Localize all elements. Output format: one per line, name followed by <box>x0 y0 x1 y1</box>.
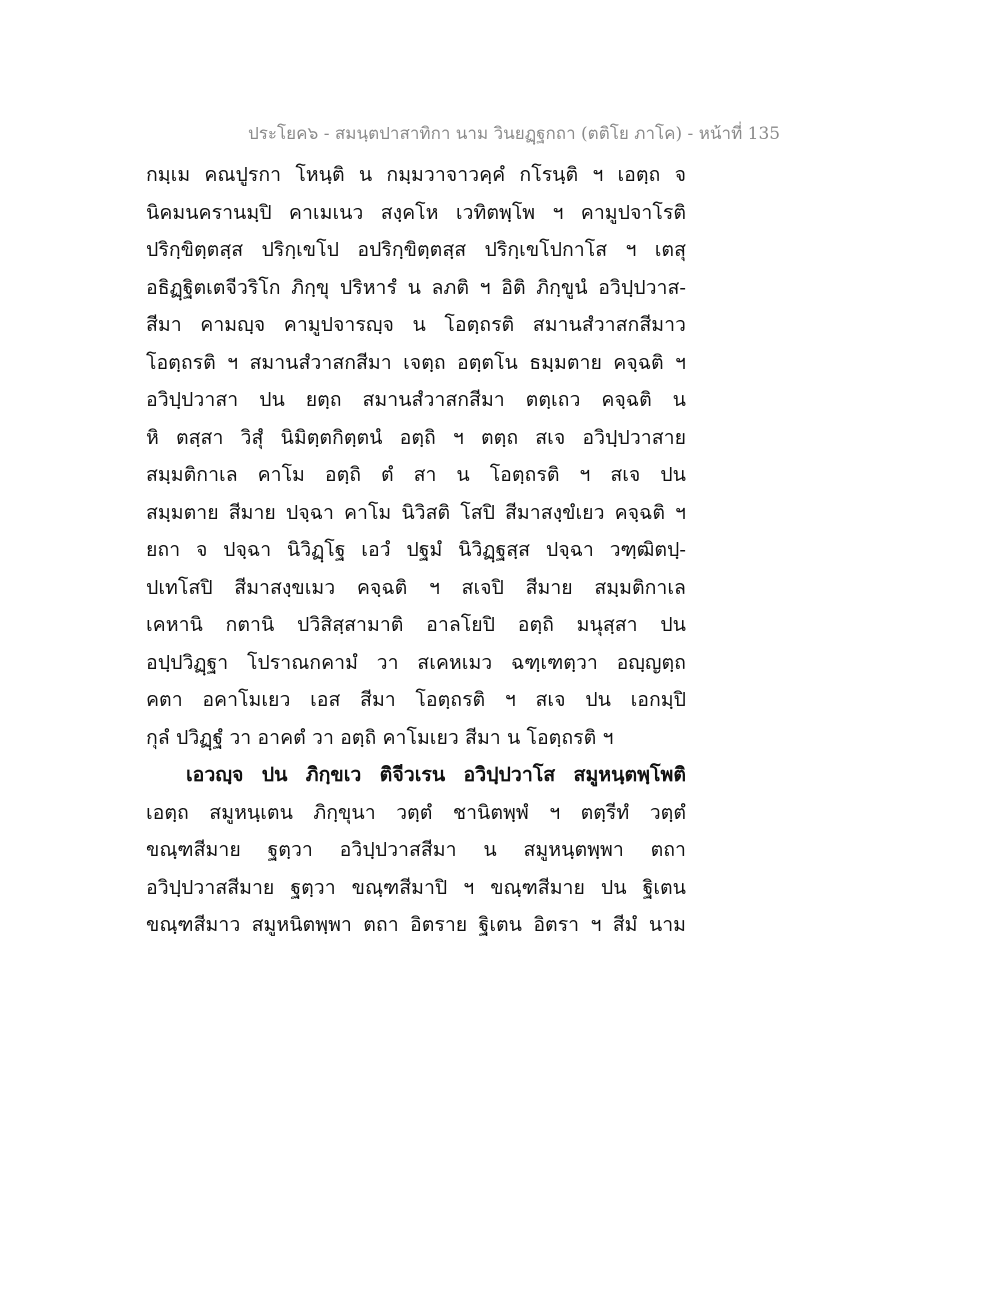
paragraph-lead-heading: เอวญฺจ ปน ภิกฺขเว ติจีวเรน อวิปฺปวาโส สมูหนฺตพฺโพติ <box>186 763 686 786</box>
body-text <box>146 156 686 944</box>
text-line: สีมา คามญฺจ คามูปจารญฺจ น โอตฺถรติ สมานสํวาสกสีมาว <box>146 313 686 336</box>
text-line: สมฺมตาย สีมาย ปจฺฉา คาโม นิวิสติ โสปิ สีมาสงฺขํเยว คจฺฉติ ฯ <box>146 500 686 524</box>
text-line: อวิปฺปวาสา ปน ยตฺถ สมานสํวาสกสีมา ตตฺเถว คจฺฉติ น <box>146 388 686 411</box>
text-line: โอตฺถรติ ฯ สมานสํวาสกสีมา เจตฺถ อตฺตโน ธมฺมตาย คจฺฉติ ฯ <box>146 350 686 374</box>
text-line: กมฺเม คณปูรกา โหนฺติ น กมฺมวาจาวคฺคํ กโรนฺติ ฯ เอตฺถ จ <box>146 163 686 186</box>
paragraph-1 <box>146 156 686 756</box>
text-line: อธิฏฺฐิตเตจีวริโก ภิกฺขุ ปริหารํ น ลภติ ฯ อิติ ภิกฺขูนํ อวิปฺปวาส- <box>146 275 686 299</box>
text-line: นิคมนครานมฺปิ คาเมเนว สงฺคโห เวทิตพฺโพ ฯ คามูปจาโรติ <box>146 200 686 224</box>
text-line: ปเทโสปิ สีมาสงฺขเมว คจฺฉติ ฯ สเจปิ สีมาย สมฺมติกาเล <box>146 575 686 599</box>
text-line: เอตฺถ สมูหนฺเตน ภิกฺขุนา วตฺตํ ชานิตพฺพํ ฯ ตตฺรีทํ วตฺตํ <box>146 800 686 824</box>
text-line: ยถา จ ปจฺฉา นิวิฏฺโฐ เอวํ ปฐมํ นิวิฏฺฐสฺส ปจฺฉา วฑฺฒิตปฺ- <box>146 538 686 561</box>
text-line: เคหานิ กตานิ ปวิสิสฺสามาติ อาลโยปิ อตฺถิ มนุสฺสา ปน <box>146 613 686 636</box>
text-line: ขณฺฑสีมาย ฐตฺวา อวิปฺปวาสสีมา น สมูหนฺตพฺพา ตถา <box>146 838 686 861</box>
text-line: ปริกฺขิตฺตสฺส ปริกฺเขโป อปริกฺขิตฺตสฺส ปริกฺเขโปกาโส ฯ เตสุ <box>146 238 686 261</box>
text-line: อปฺปวิฏฺฐา โปราณกคามํ วา สเคหเมว ฉฑฺเฑตฺวา อญฺญตฺถ <box>146 650 686 674</box>
text-line: ขณฺฑสีมาว สมูหนิตพฺพา ตถา อิตราย ฐิเตน อิตรา ฯ สีมํ นาม <box>146 913 686 936</box>
text-line: อวิปฺปวาสสีมาย ฐตฺวา ขณฺฑสีมาปิ ฯ ขณฺฑสีมาย ปน ฐิเตน <box>146 875 686 899</box>
paragraph-2 <box>146 756 686 944</box>
text-line: กุลํ ปวิฏฺฐํ วา อาคตํ วา อตฺถิ คาโมเยว สีมา น โอตฺถรติ ฯ <box>146 725 614 749</box>
text-line: หิ ตสฺสา วิสุํ นิมิตฺตกิตฺตนํ อตฺถิ ฯ ตตฺถ สเจ อวิปฺปวาสาย <box>146 425 686 449</box>
text-line: สมฺมติกาเล คาโม อตฺถิ ตํ สา น โอตฺถรติ ฯ สเจ ปน <box>146 463 686 486</box>
running-header: ประโยค๖ - สมนฺตปาสาทิกา นาม วินยฏฺฐกถา (ตติโย ภาโค) - หน้าที่ 135 <box>248 124 781 144</box>
text-line: คตา อคาโมเยว เอส สีมา โอตฺถรติ ฯ สเจ ปน เอกมฺปิ <box>146 688 686 711</box>
